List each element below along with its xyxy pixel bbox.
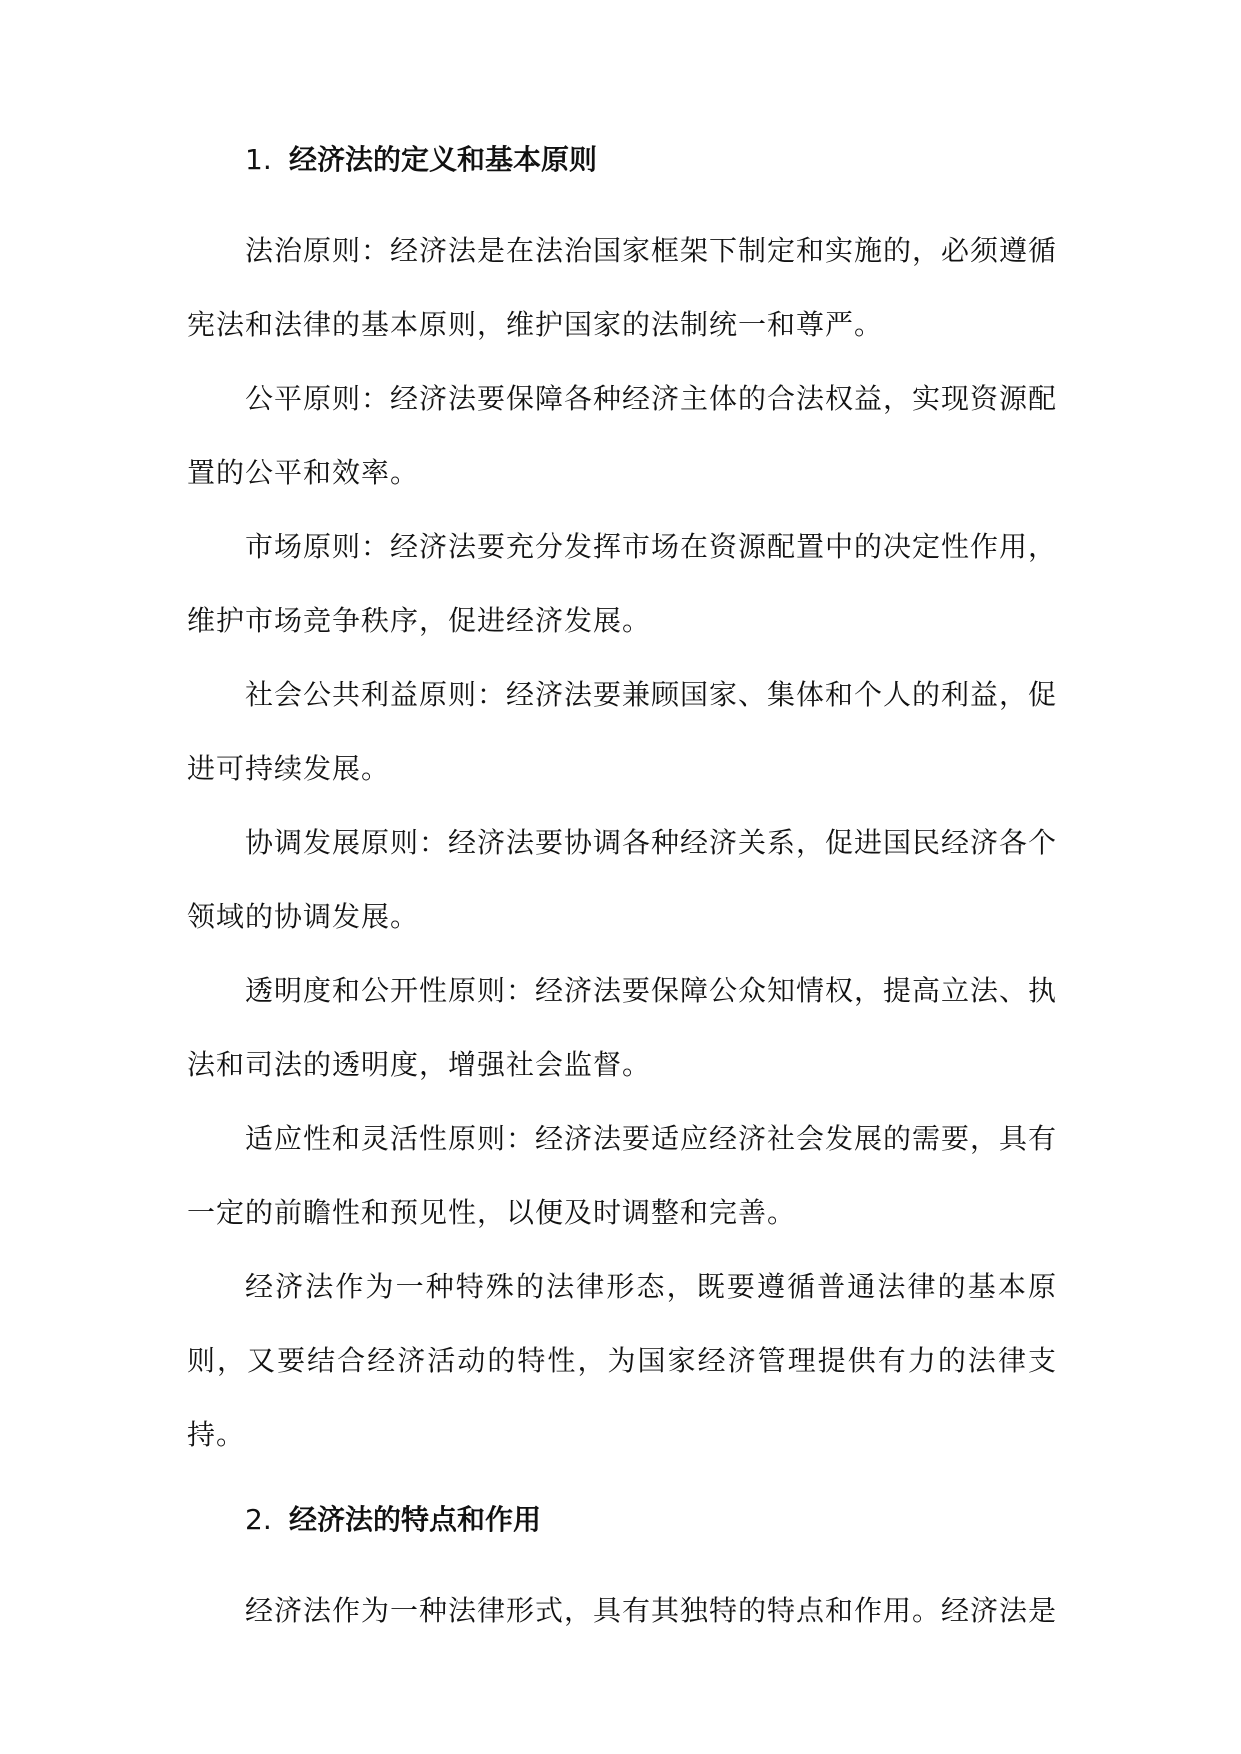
section-heading-1 bbox=[187, 140, 1057, 180]
paragraph: 法治原则：经济法是在法治国家框架下制定和实施的，必须遵循宪法和法律的基本原则，维护国家的法制统一和尊严。 bbox=[187, 234, 1058, 341]
paragraph: 市场原则：经济法要充分发挥市场在资源配置中的决定性作用，维护市场竞争秩序，促进经济发展。 bbox=[187, 530, 1058, 637]
section-number: 1. bbox=[245, 143, 272, 176]
paragraph: 经济法作为一种特殊的法律形态，既要遵循普通法律的基本原则，又要结合经济活动的特性，为国家经济管理提供有力的法律支持。 bbox=[187, 1270, 1057, 1451]
paragraph: 适应性和灵活性原则：经济法要适应经济社会发展的需要，具有一定的前瞻性和预见性，以便及时调整和完善。 bbox=[187, 1122, 1058, 1229]
paragraph: 公平原则：经济法要保障各种经济主体的合法权益，实现资源配置的公平和效率。 bbox=[187, 382, 1058, 489]
section-number: 2. bbox=[245, 1503, 272, 1536]
paragraph: 经济法作为一种法律形式，具有其独特的特点和作用。经济法是 bbox=[245, 1594, 1058, 1627]
document-body bbox=[187, 140, 1057, 1648]
paragraph: 社会公共利益原则：经济法要兼顾国家、集体和个人的利益，促进可持续发展。 bbox=[187, 678, 1058, 785]
section-title: 经济法的定义和基本原则 bbox=[289, 143, 598, 176]
section-spacer bbox=[187, 1472, 1057, 1500]
paragraph: 透明度和公开性原则：经济法要保障公众知情权，提高立法、执法和司法的透明度，增强社会监督。 bbox=[187, 974, 1058, 1081]
section-heading-2 bbox=[187, 1500, 1057, 1540]
section-title: 经济法的特点和作用 bbox=[289, 1503, 542, 1536]
paragraph: 协调发展原则：经济法要协调各种经济关系，促进国民经济各个领域的协调发展。 bbox=[187, 826, 1058, 933]
